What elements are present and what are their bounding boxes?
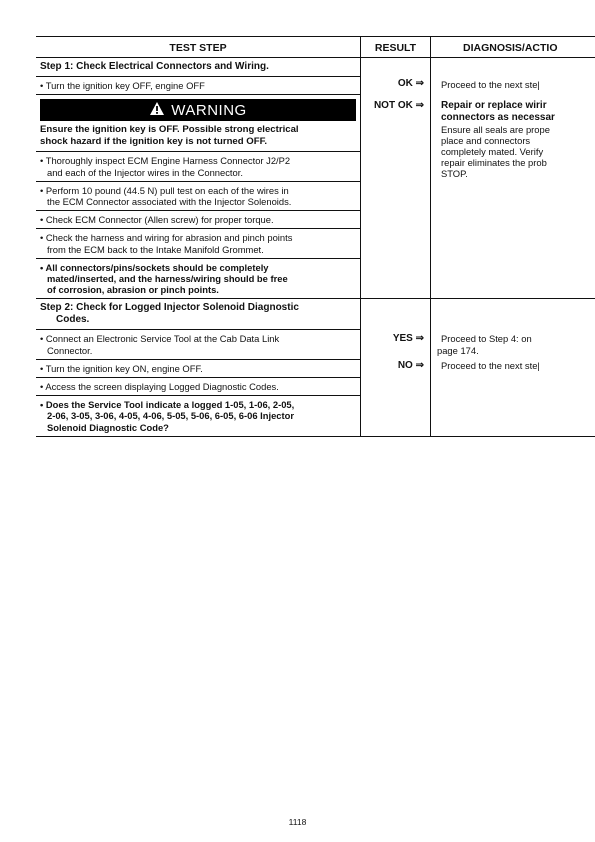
notok-action-line-2: connectors as necessar xyxy=(441,112,555,123)
step2-bullet-4-line-2: 2-06, 3-05, 3-06, 4-05, 4-06, 5-05, 5-06, 6-05, 6-06 Injector xyxy=(47,410,295,422)
warning-banner xyxy=(40,99,356,121)
yes-action-line-1: Proceed to Step 4: on xyxy=(441,333,532,345)
step2-result-column xyxy=(361,299,431,435)
step1-diagnosis-column xyxy=(431,58,595,298)
step1-bullet-2 xyxy=(36,152,360,181)
page-number: 1118 xyxy=(288,817,307,827)
step1-bullet-3 xyxy=(36,182,360,211)
step1-bullet-4: • Check ECM Connector (Allen screw) for proper torque. xyxy=(36,211,360,229)
result-ok: OK ⇒ xyxy=(397,78,424,89)
step1-bullet-6-line-2: mated/inserted, and the harness/wiring should be free xyxy=(47,273,288,285)
notok-action-line-6: repair eliminates the prob xyxy=(441,157,547,168)
no-action: Proceed to the next ste| xyxy=(441,360,540,372)
step1-bullet-5-line-2: from the ECM back to the Intake Manifold Grommet. xyxy=(47,243,264,255)
step1-title: Step 1: Check Electrical Connectors and Wiring. xyxy=(36,58,360,77)
step2-title-line-1: Step 2: Check for Logged Injector Solenoid Diagnostic xyxy=(40,302,299,314)
header-result: RESULT xyxy=(361,37,431,57)
step2-bullet-1-line-2: Connector. xyxy=(47,344,93,356)
step1-bullet-3-line-2: the ECM Connector associated with the Injector Solenoids. xyxy=(47,196,292,207)
notok-action-line-1: Repair or replace wirir xyxy=(441,100,547,111)
step1-section xyxy=(36,58,595,299)
step2-bullet-4 xyxy=(36,396,360,436)
step1-bullet-5-line-1: • Check the harness and wiring for abrasion and pinch points xyxy=(40,232,293,244)
step1-bullet-2-line-2: and each of the Injector wires in the Connector. xyxy=(47,166,243,178)
step2-bullet-4-line-3: Solenoid Diagnostic Code? xyxy=(47,421,169,433)
diagnostic-table xyxy=(36,36,595,437)
result-yes: YES ⇒ xyxy=(392,333,424,345)
step2-title-line-2: Codes. xyxy=(56,314,90,326)
step1-bullet-2-line-1: • Thoroughly inspect ECM Engine Harness Connector J2/P2 xyxy=(40,155,291,167)
step2-section xyxy=(36,299,595,435)
result-no: NO ⇒ xyxy=(397,360,424,372)
step1-bullet-5 xyxy=(36,229,360,258)
step1-bullet-1: • Turn the ignition key OFF, engine OFF xyxy=(36,77,360,95)
step2-bullet-3: • Access the screen displaying Logged Diagnostic Codes. xyxy=(36,378,360,396)
step2-bullet-2: • Turn the ignition key ON, engine OFF. xyxy=(36,360,360,378)
warning-line-1: Ensure the ignition key is OFF. Possible strong electrical xyxy=(40,124,299,136)
step2-bullet-4-line-1: • Does the Service Tool indicate a logged 1-05, 1-06, 2-05, xyxy=(40,399,295,411)
warning-text xyxy=(36,124,360,152)
step2-title xyxy=(36,299,360,330)
yes-action-line-2: page 174. xyxy=(437,345,479,357)
notok-action-line-5: completely mated. Verify xyxy=(441,146,544,157)
header-test-step: TEST STEP xyxy=(36,37,361,57)
table-header xyxy=(36,37,595,58)
step1-bullet-3-line-1: • Perform 10 pound (44.5 N) pull test on each of the wires in xyxy=(40,184,289,196)
warning-label: WARNING xyxy=(171,101,247,119)
step2-bullet-1 xyxy=(36,330,360,359)
step1-bullet-6 xyxy=(36,259,360,299)
notok-action-line-7: STOP. xyxy=(441,168,468,179)
ok-action: Proceed to the next ste| xyxy=(441,79,540,90)
step1-test-column xyxy=(36,58,361,298)
warning-triangle-icon xyxy=(149,101,165,120)
step2-diagnosis-column xyxy=(431,299,595,435)
notok-action-line-3: Ensure all seals are prope xyxy=(441,124,550,135)
step1-result-column xyxy=(361,58,431,298)
warning-line-2: shock hazard if the ignition key is not turned OFF. xyxy=(40,135,268,147)
step2-test-column xyxy=(36,299,361,435)
step1-bullet-6-line-3: of corrosion, abrasion or pinch points. xyxy=(47,284,219,296)
notok-action-line-4: place and connectors xyxy=(441,135,531,146)
header-diagnosis: DIAGNOSIS/ACTIO xyxy=(463,42,558,54)
step2-bullet-1-line-1: • Connect an Electronic Service Tool at the Cab Data Link xyxy=(40,333,280,345)
step1-bullet-6-line-1: • All connectors/pins/sockets should be completely xyxy=(40,261,269,273)
result-not-ok: NOT OK ⇒ xyxy=(373,100,424,111)
